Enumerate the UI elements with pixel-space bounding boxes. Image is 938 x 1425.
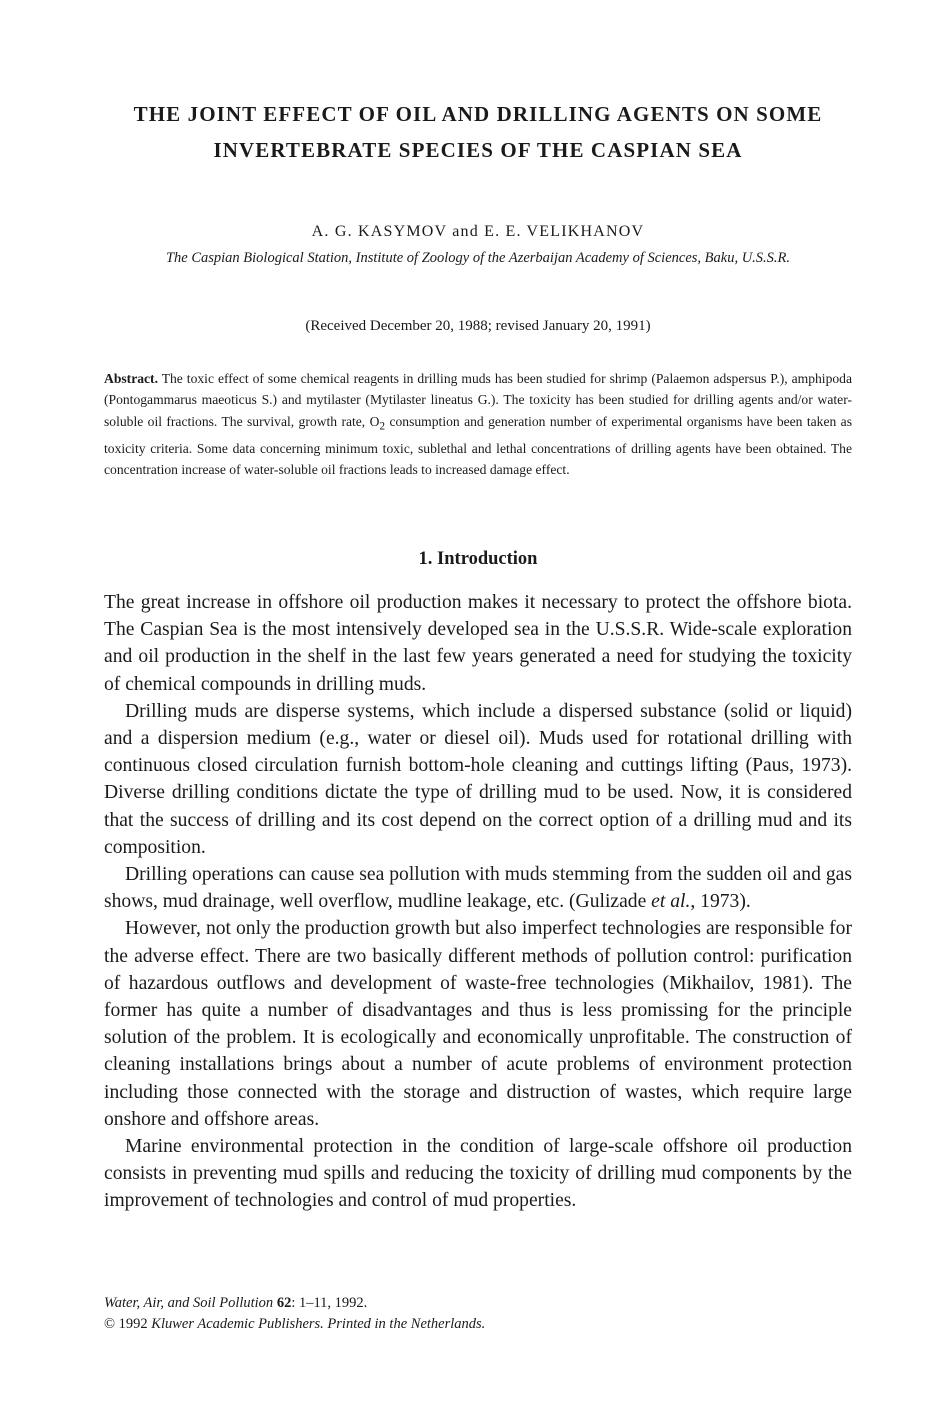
paragraph-3-et-al: et al. [651,891,691,913]
introduction-body [104,589,852,1215]
received-dates: (Received December 20, 1988; revised January 20, 1991) [305,318,651,334]
paper-title [104,96,852,168]
paper-title-line-2: INVERTEBRATE SPECIES OF THE CASPIAN SEA [213,138,743,162]
copyright-year: © 1992 [104,1316,152,1332]
abstract-label: Abstract. [104,371,158,386]
author-list: A. G. KASYMOV and E. E. VELIKHANOV [311,223,645,240]
abstract-text-part-2: consumption and generation number of experimental organisms have been taken as toxicity criteria. Some data concerning minimum toxic, sublethal and lethal concentrations of drilling agents have been obtained. The concentration increase of water-soluble oil fractions leads to increased damage effect. [104,413,852,477]
copyright-line [104,1314,852,1335]
paper-title-line-1: THE JOINT EFFECT OF OIL AND DRILLING AGENTS ON SOME [133,102,823,126]
journal-pages: : 1–11, 1992. [291,1295,368,1311]
section-heading-introduction: 1. Introduction [418,549,538,569]
paragraph-3-text-1: Drilling operations can cause sea pollution with muds stemming from the sudden oil and gas shows, mud drainage, well overflow, mudline leakage, etc. (Gulizade [104,864,852,913]
paragraph-1: The great increase in offshore oil production makes it necessary to protect the offshore biota. The Caspian Sea is the most intensively developed sea in the U.S.S.R. Wide-scale exploration and oil production in the shelf in the last few years generated a need for studying the toxicity of chemical compounds in drilling muds. [104,592,852,695]
paragraph-3 [104,861,852,915]
abstract-subscript: 2 [379,420,386,433]
paragraph-2: Drilling muds are disperse systems, which include a dispersed substance (solid or liquid) and a dispersion medium (e.g., water or diesel oil). Muds used for rotational drilling with continuous closed circulation furnish bottom-hole cleaning and cuttings lifting (Paus, 1973). Diverse drilling conditions dictate the type of drilling mud to be used. Now, it is considered that the success of drilling and its cost depend on the correct option of a drilling mud and its composition. [104,700,852,858]
publisher-line: Kluwer Academic Publishers. Printed in the Netherlands. [151,1316,486,1332]
author-affiliation: The Caspian Biological Station, Institute of Zoology of the Azerbaijan Academy of Sciences, Baku, U.S.S.R. [165,250,791,266]
paragraph-4: However, not only the production growth but also imperfect technologies are responsible for the adverse effect. There are two basically different methods of pollution control: purification of hazardous outflows and development of waste-free technologies (Mikhailov, 1981). The former has quite a number of disadvantages and thus is less promissing for the principle solution of the problem. It is ecologically and economically unprofitable. The construction of cleaning installations brings about a number of acute problems of environment protection including those connected with the storage and distruction of wastes, which require large onshore and offshore areas. [104,918,852,1130]
journal-citation [104,1293,852,1314]
abstract [104,368,852,480]
paragraph-3-text-2: , 1973). [690,891,751,913]
journal-volume: 62 [276,1295,292,1311]
page-footer [104,1293,852,1335]
paragraph-5: Marine environmental protection in the condition of large-scale offshore oil production consists in preventing mud spills and reducing the toxicity of drilling mud components by the improvement of technologies and control of mud properties. [104,1136,852,1212]
abstract-text-part-1: The toxic effect of some chemical reagents in drilling muds has been studied for shrimp (Palaemon adspersus P.), amphipoda (Pontogammarus maeoticus S.) and mytilaster (Mytilaster lineatus G.). The toxicity has been studied for drilling agents and/or water-soluble oil fractions. The survival, growth rate, O [104,371,852,429]
journal-name: Water, Air, and Soil Pollution [104,1295,277,1311]
